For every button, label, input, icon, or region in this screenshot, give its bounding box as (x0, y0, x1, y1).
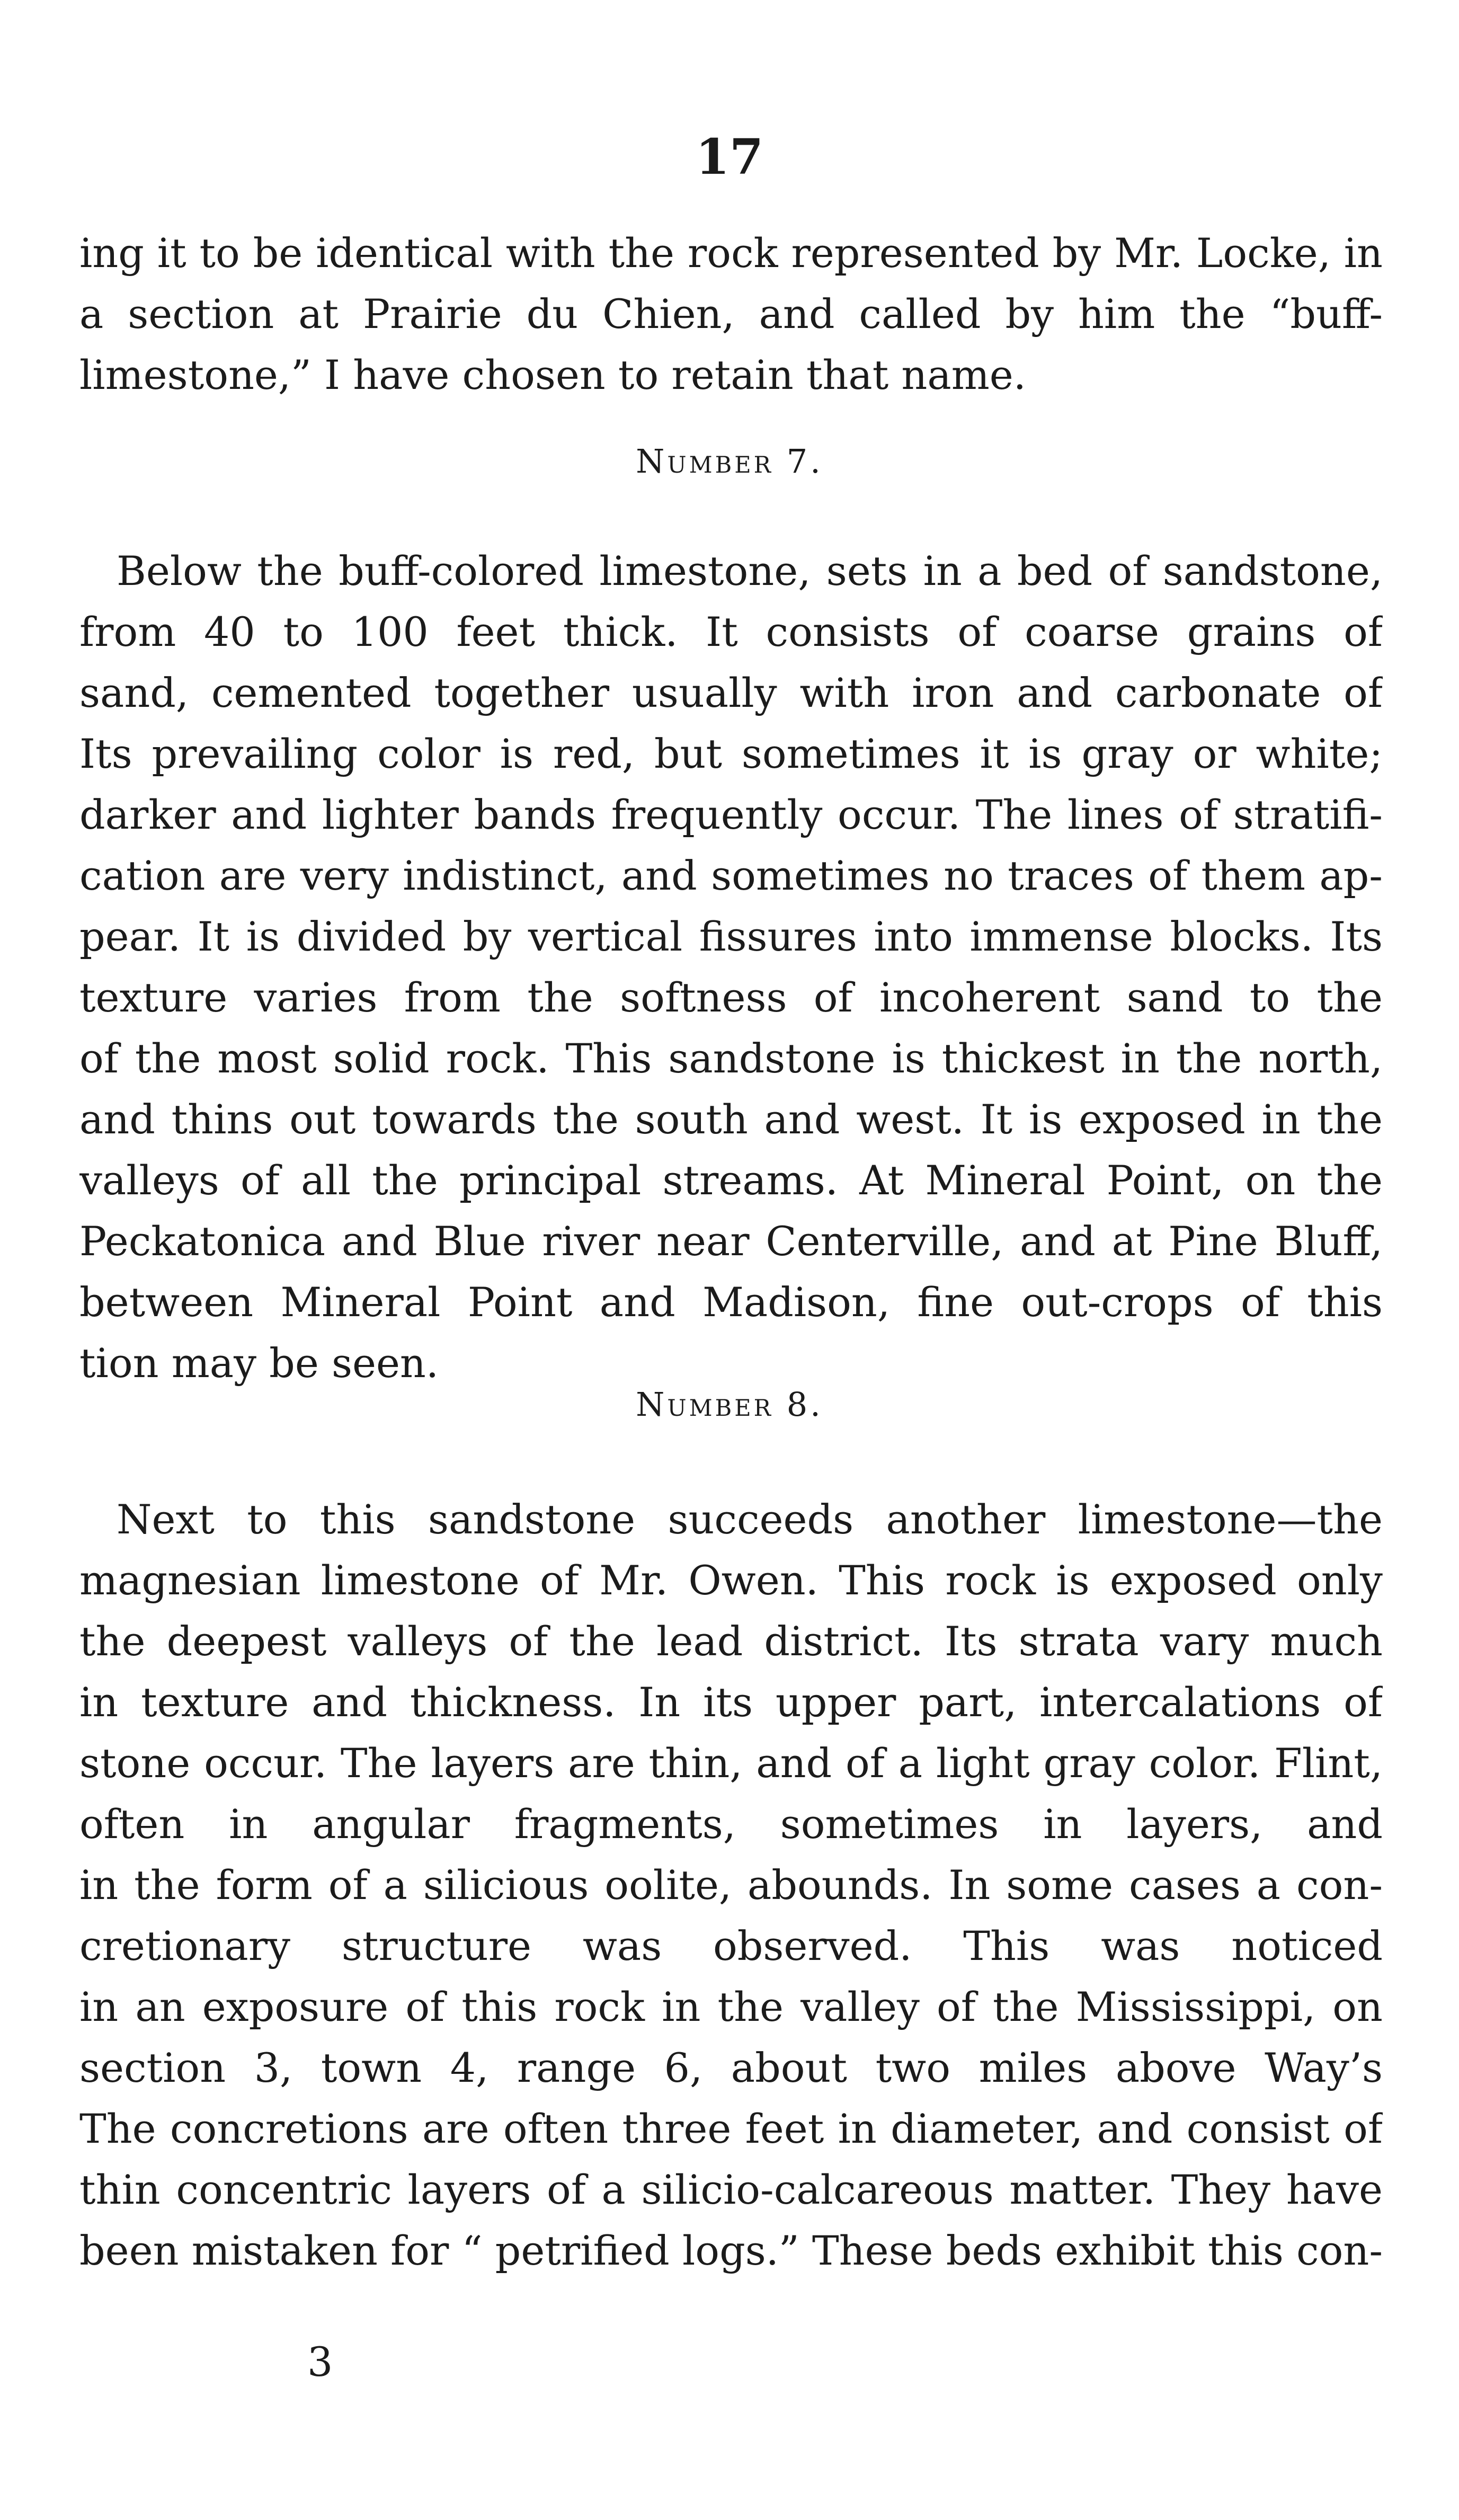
section-heading-number-8: Number 8. (636, 1385, 823, 1424)
text-line: thin concentric layers of a silicio-calcareous matter. They have (79, 2166, 1383, 2213)
text-line: between Mineral Point and Madison, fine out-crops of this (79, 1279, 1383, 1326)
page-number: 17 (695, 128, 764, 185)
text-line: been mistaken for “ petrified logs.” These beds exhibit this con- (79, 2227, 1383, 2274)
text-line: cretionary structure was observed. This was noticed (79, 1922, 1383, 1969)
intro-paragraph (79, 223, 1383, 405)
section-8-paragraph (79, 1489, 1383, 2281)
text-line: darker and lighter bands frequently occur. The lines of stratifi- (79, 791, 1383, 838)
text-line: of the most solid rock. This sandstone is thickest in the north, (79, 1035, 1383, 1082)
text-line: pear. It is divided by vertical fissures into immense blocks. Its (79, 913, 1383, 960)
text-line: Its prevailing color is red, but sometimes it is gray or white; (79, 730, 1383, 777)
text-line: from 40 to 100 feet thick. It consists of coarse grains of (79, 608, 1383, 655)
text-line: and thins out towards the south and west. It is exposed in the (79, 1096, 1383, 1143)
text-line: often in angular fragments, sometimes in layers, and (79, 1800, 1383, 1848)
text-line: section 3, town 4, range 6, about two miles above Way’s (79, 2044, 1383, 2091)
text-line: in the form of a silicious oolite, abounds. In some cases a con- (79, 1861, 1383, 1909)
text-line: sand, cemented together usually with iron and carbonate of (79, 669, 1383, 716)
text-line: in an exposure of this rock in the valley of the Mississippi, on (79, 1983, 1383, 2030)
text-line: magnesian limestone of Mr. Owen. This rock is exposed only (79, 1557, 1383, 1604)
text-line: Peckatonica and Blue river near Centerville, and at Pine Bluff, (79, 1218, 1383, 1265)
text-line: Next to this sandstone succeeds another limestone—the (117, 1496, 1383, 1543)
text-line: texture varies from the softness of incoherent sand to the (79, 974, 1383, 1021)
text-line: The concretions are often three feet in diameter, and consist of (79, 2105, 1383, 2152)
text-line: cation are very indistinct, and sometimes no traces of them ap- (79, 852, 1383, 899)
text-line: valleys of all the principal streams. At Mineral Point, on the (79, 1157, 1383, 1204)
text-line: the deepest valleys of the lead district. Its strata vary much (79, 1618, 1383, 1665)
text-line: limestone,” I have chosen to retain that name. (79, 351, 1026, 398)
text-line: in texture and thickness. In its upper part, intercalations of (79, 1679, 1383, 1726)
section-7-paragraph (79, 540, 1383, 1394)
section-heading-number-7: Number 7. (636, 442, 823, 481)
text-line: Below the buff-colored limestone, sets in a bed of sandstone, (117, 547, 1383, 594)
text-line: tion may be seen. (79, 1339, 439, 1387)
signature-mark: 3 (307, 2338, 333, 2385)
text-line: ing it to be identical with the rock represented by Mr. Locke, in (79, 229, 1383, 277)
text-line: stone occur. The layers are thin, and of a light gray color. Flint, (79, 1740, 1383, 1787)
text-line: a section at Prairie du Chien, and called by him the “buff- (79, 290, 1383, 338)
